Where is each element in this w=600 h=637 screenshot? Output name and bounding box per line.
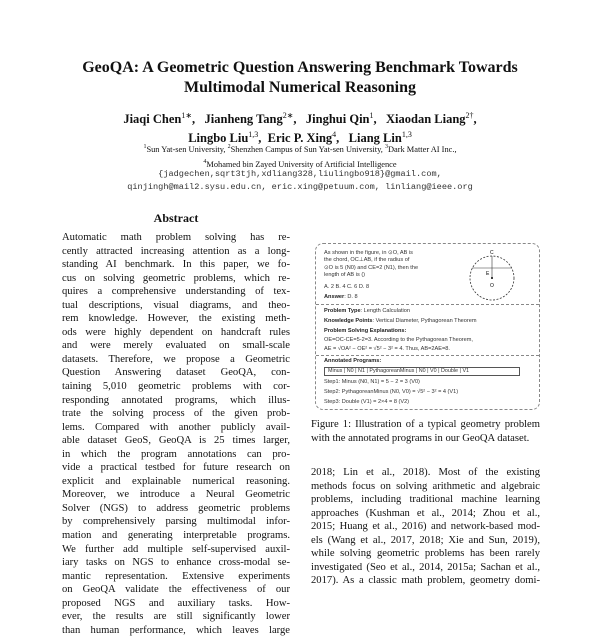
abstract-body	[62, 231, 290, 637]
text-line: 2018; Lin et al., 2018). Most of the existing	[311, 467, 540, 478]
author: Jianheng Tang$^{2∗}$	[204, 111, 294, 127]
text-line: methods focus on solving arithmetic and algebraic	[311, 480, 540, 492]
affiliations: $^1$Sun Yat-sen University, $^2$Shenzhen Campus of Sun Yat-sen University, $^3$Dark Matter AI Inc., $^4$Mohamed bin Zayed University of Artificial Intelligence	[143, 144, 457, 169]
abstract-heading: Abstract	[153, 211, 199, 225]
text-line: lems. Compared with another publicly avail-	[62, 421, 290, 433]
text-line: 2015; Huang et al., 2016) and network-based mod-	[311, 521, 540, 533]
problem-type: Problem Type: Length Calculation	[324, 308, 411, 314]
text-line: responding annotated programs, which illus-	[62, 394, 290, 406]
text-line: Moreover, we introduce a Neural Geometric	[62, 489, 290, 501]
annotated-programs-label: Annotated Programs:	[324, 358, 382, 364]
text-line: cently attracted increasing attention as a long-	[62, 245, 290, 257]
author: Jinghui Qin$^1$	[305, 111, 374, 127]
program-sequence: Minus | N0 | N1 | PythagoreanMinus | N0 | V0 | Double | V1	[324, 367, 520, 376]
text-line: proposed NGS and auxiliary tasks. How-	[62, 597, 290, 609]
text-line: mation and generating interpretable programs.	[62, 530, 290, 542]
text-line: 2017). As a classic math problem, geometry domi-	[311, 575, 540, 587]
explanation-line: OE=OC-CE=5-2=3. According to the Pythagorean Theorem,	[324, 337, 473, 343]
text-line: rem knowledge. However, the existing meth-	[62, 313, 290, 325]
text-line: approaches (Kushman et al., 2014; Zhou et al.,	[311, 507, 540, 519]
svg-text:O: O	[490, 283, 494, 289]
author: Eric P. Xing$^4$	[267, 130, 337, 146]
author-emails: {jadgechen,sqrt3tjh,xdliang328,liulingbo918}@gmail.com, qinjingh@mail2.sysu.edu.cn, eric.xing@petuum.com, linliang@ieee.org	[127, 169, 473, 192]
text-line: in which the program annotations can pro-	[62, 448, 290, 460]
answer-choices: A. 2 B. 4 C. 6 D. 8	[324, 284, 370, 290]
explanation-line: AE = √OA² − OE² = √5² − 3² = 4. Thus, AB=2AE=8.	[324, 346, 450, 352]
circle-diagram	[466, 248, 518, 304]
author: Xiaodan Liang$^{2\dagger}$	[386, 111, 474, 127]
text-line: standing AI benchmark. In this paper, we fo-	[62, 259, 290, 271]
author: Lingbo Liu$^{1,3}$	[188, 130, 259, 146]
answer: Answer: D. 8	[324, 294, 358, 300]
text-line: while solving geometric problems has been rarely	[311, 548, 540, 560]
program-step: Step3: Double (V1) = 2×4 = 8 (V2)	[324, 399, 410, 405]
svg-text:C: C	[490, 250, 494, 256]
text-line: vide a practical testbed for future research on	[62, 462, 290, 474]
text-line: and were merely evaluated on small-scale	[62, 340, 290, 352]
author-list: Jiaqi Chen$^{1∗}$, Jianheng Tang$^{2∗}$, Jinghui Qin$^1$, Xiaodan Liang$^{2\dagger}$, Lingbo Liu$^{1,3}$, Eric P. Xing$^4$, Liang Lin$^{1,3}$	[123, 111, 477, 146]
figure-1-problem-box	[315, 243, 540, 410]
text-line: datasets. Therefore, we propose a Geometric	[62, 353, 290, 365]
text-line: iary tasks on NGS to enhance cross-modal se-	[62, 557, 290, 569]
text-line: Automatic math problem solving has re-	[62, 232, 290, 243]
introduction-text	[311, 466, 540, 588]
author: Jiaqi Chen$^{1∗}$	[123, 111, 193, 127]
text-line: taining 5,010 geometric problems with cor-	[62, 381, 290, 393]
author: Liang Lin$^{1,3}$	[348, 130, 412, 146]
text-line: able dataset GeoS, GeoQA is 25 times larger,	[62, 435, 290, 447]
text-line: els (Wang et al., 2017, 2018; Xie and Sun, 2019),	[311, 534, 540, 546]
text-line: explicit and explainable numerical reasoning.	[62, 475, 290, 487]
text-line: We further add multiple self-supervised auxil-	[62, 543, 290, 555]
text-line: mantic representation. Extensive experiments	[62, 570, 290, 582]
program-step: Step1: Minus (N0, N1) = 5 − 2 = 3 (V0)	[324, 379, 420, 385]
text-line: investigated (Seo et al., 2014, 2015a; Sachan et al.,	[311, 561, 540, 573]
text-line: ods were highly dependent on handcraft rules	[62, 326, 290, 338]
text-line: on GeoQA validate the effectiveness of our	[62, 584, 290, 596]
paper-title: GeoQA: A Geometric Question Answering Benchmark Towards Multimodal Numerical Reasoning	[82, 59, 518, 96]
text-line: quires a comprehensive understanding of tex-	[62, 286, 290, 298]
text-line: ever, the results are still significantly lower	[62, 611, 290, 623]
svg-text:E: E	[486, 271, 490, 277]
text-line: cus on solving geometric problems, which re-	[62, 272, 290, 284]
text-line: Question Answering dataset GeoQA, con-	[62, 367, 290, 379]
text-line: than human performance, which leaves large	[62, 624, 290, 636]
text-line: tual descriptions, visual diagrams, and theo-	[62, 299, 290, 311]
explanations-label: Problem Solving Explanations:	[324, 328, 407, 334]
text-line: by comprehensively parsing multimodal infor-	[62, 516, 290, 528]
text-line: Solver (NGS) to address geometric problems	[62, 502, 290, 514]
knowledge-points: Knowledge Points: Vertical Diameter, Pythagorean Theorem	[324, 318, 477, 324]
program-step: Step2: PythagoreanMinus (N0, V0) = √5² − 3² = 4 (V1)	[324, 389, 459, 395]
figure-caption: Figure 1: Illustration of a typical geometry problem with the annotated programs in our GeoQA dataset.	[311, 419, 540, 444]
question-text: As shown in the figure, in ⊙O, AB is the chord, OC⊥AB, if the radius of ⊙O is 5 (N0) and CE=2 (N1), then the length of AB is ()	[324, 250, 419, 278]
text-line: problems, including traditional machine learning	[311, 494, 540, 506]
text-line: trate the solving process of the given prob-	[62, 408, 290, 420]
